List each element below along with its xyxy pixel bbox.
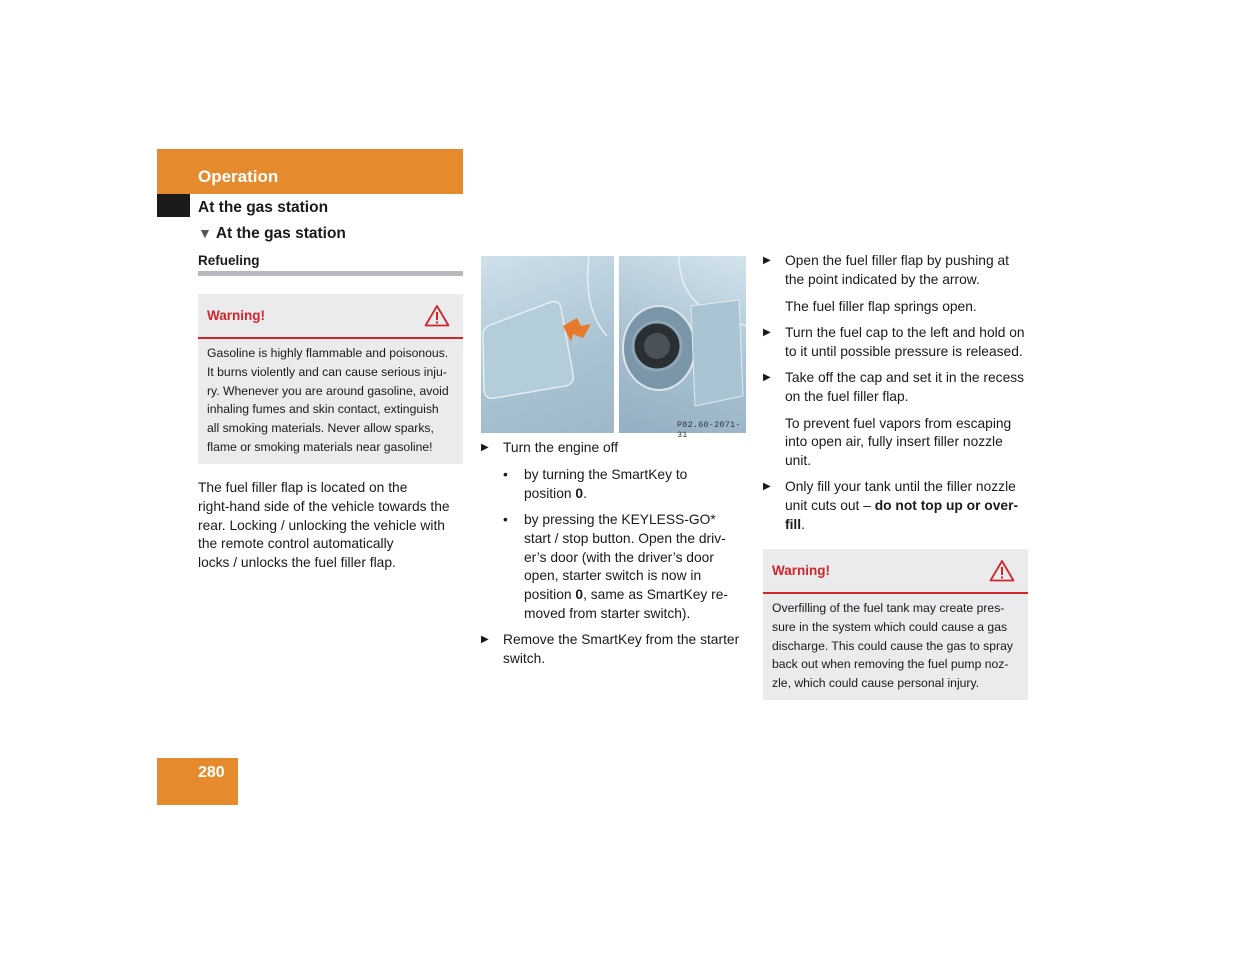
page-number: 280	[198, 764, 225, 781]
bullet-keyless-go	[503, 511, 753, 624]
figure-code: P82.60-2071-31	[677, 420, 741, 440]
subsection-title: At the gas station	[198, 199, 329, 216]
intro-line: locks / unlocks the fuel filler flap.	[198, 555, 396, 571]
step-turn-cap	[763, 324, 1033, 362]
fuel-filler-figure	[481, 256, 746, 440]
warning-text	[763, 594, 1028, 700]
bullet-line: by turning the SmartKey to	[524, 467, 688, 482]
step-arrow-icon: ▶	[763, 372, 771, 383]
text-segment: unit cuts out –	[785, 497, 875, 513]
step-take-off-cap	[763, 369, 1033, 471]
step-note: The fuel filler flap springs open.	[785, 298, 977, 314]
text-segment: .	[801, 516, 805, 532]
step-remove-smartkey	[481, 631, 751, 669]
warning-line: discharge. This could cause the gas to spray	[772, 638, 1013, 653]
step-line	[785, 497, 1033, 516]
warning-triangle-icon	[424, 304, 450, 332]
bullet-line	[524, 586, 753, 605]
warning-box-gasoline	[198, 294, 463, 464]
step-line: the point indicated by the arrow.	[785, 271, 980, 287]
intro-line: The fuel filler flap is located on the	[198, 480, 408, 495]
section-title: Operation	[198, 167, 279, 186]
warning-line: Overfilling of the fuel tank may create pres-	[772, 601, 1005, 615]
intro-paragraph	[198, 479, 468, 573]
heading-refueling: Refueling	[198, 253, 260, 268]
heading-rule	[198, 271, 463, 276]
step-line: Only fill your tank until the filler nozzle	[785, 479, 1016, 494]
step-arrow-icon: ▶	[763, 327, 771, 338]
warning-line: It burns violently and can cause serious inju-	[207, 364, 447, 379]
note-line: into open air, fully insert filler nozzle	[785, 434, 1003, 450]
warning-line: sure in the system which could cause a gas	[772, 619, 1008, 634]
fuel-flap-closed-image	[481, 256, 614, 433]
bullet-line: by pressing the KEYLESS-GO*	[524, 512, 716, 527]
step-line: to it until possible pressure is released.	[785, 343, 1023, 359]
text-segment: position	[524, 587, 576, 603]
note-line: unit.	[785, 453, 812, 469]
warning-title: Warning!	[772, 563, 830, 578]
warning-line: Gasoline is highly flammable and poisonous.	[207, 346, 449, 360]
text-segment: position	[524, 485, 576, 501]
section-marker	[157, 194, 190, 217]
bullet-dot-icon: •	[503, 512, 508, 527]
step-arrow-icon: ▶	[481, 442, 489, 453]
warning-line: back out when removing the fuel pump noz-	[772, 657, 1009, 672]
bullet-line: start / stop button. Open the driv-	[524, 530, 726, 546]
fuel-flap-open-image	[619, 256, 746, 433]
text-segment: , same as SmartKey re-	[583, 587, 728, 603]
warning-header	[763, 549, 1028, 594]
bullet-line	[524, 485, 753, 504]
warning-triangle-icon	[989, 559, 1015, 587]
step-line	[785, 516, 1033, 535]
step-note	[785, 415, 1033, 471]
position-value: 0	[575, 485, 584, 501]
warning-box-overfilling	[763, 549, 1028, 700]
step-line: Open the fuel filler flap by pushing at	[785, 253, 1009, 268]
emphasis-text: do not top up or over-	[874, 497, 1019, 513]
note-line: To prevent fuel vapors from escaping	[785, 415, 1012, 431]
step-line: switch.	[503, 650, 546, 666]
subsubsection-title	[198, 225, 346, 243]
bullet-dot-icon: •	[503, 467, 508, 482]
bullet-smartkey	[503, 466, 753, 504]
bullet-line: moved from starter switch).	[524, 605, 691, 621]
warning-text	[198, 339, 463, 464]
emphasis-text: fill	[785, 516, 802, 532]
intro-line: the remote control automatically	[198, 536, 394, 552]
step-line: Turn the fuel cap to the left and hold on	[785, 325, 1025, 340]
step-line: on the fuel filler flap.	[785, 388, 909, 404]
step-line: Remove the SmartKey from the starter	[503, 632, 740, 647]
subsubsection-label: At the gas station	[215, 225, 346, 242]
step-arrow-icon: ▶	[763, 481, 771, 492]
step-fill-tank	[763, 478, 1033, 534]
triangle-down-icon: ▼	[198, 225, 212, 241]
position-value: 0	[575, 587, 584, 603]
bullet-line: er’s door (with the driver’s door	[524, 549, 714, 565]
step-turn-engine-off	[481, 439, 751, 458]
text-segment: .	[583, 485, 587, 501]
warning-line: ry. Whenever you are around gasoline, avoid	[207, 383, 449, 398]
warning-line: zle, which could cause personal injury.	[772, 676, 980, 691]
step-text: Turn the engine off	[503, 440, 619, 455]
warning-header	[198, 294, 463, 339]
warning-line: inhaling fumes and skin contact, extinguish	[207, 402, 439, 417]
step-open-flap	[763, 252, 1033, 316]
warning-line: all smoking materials. Never allow sparks,	[207, 421, 434, 436]
step-line: Take off the cap and set it in the recess	[785, 370, 1025, 385]
warning-line: flame or smoking materials near gasoline!	[207, 439, 433, 454]
intro-line: right-hand side of the vehicle towards the	[198, 498, 450, 514]
step-arrow-icon: ▶	[481, 634, 489, 645]
warning-title: Warning!	[207, 308, 265, 323]
bullet-line: open, starter switch is now in	[524, 568, 702, 584]
step-arrow-icon: ▶	[763, 255, 771, 266]
intro-line: rear. Locking / unlocking the vehicle with	[198, 517, 445, 533]
